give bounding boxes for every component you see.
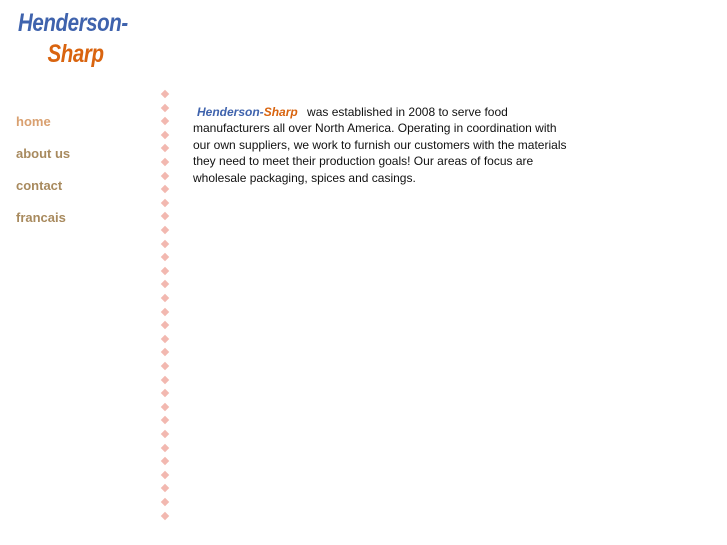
diamond-icon [161, 103, 169, 111]
diamond-icon [161, 171, 169, 179]
diamond-icon [161, 457, 169, 465]
diamond-icon [161, 226, 169, 234]
intro-paragraph [193, 104, 568, 186]
diamond-icon [161, 416, 169, 424]
diamond-icon [161, 253, 169, 261]
diamond-icon [161, 484, 169, 492]
diamond-icon [161, 335, 169, 343]
nav-contact[interactable]: contact [16, 178, 63, 193]
diamond-icon [161, 117, 169, 125]
brand-name-part1: Henderson- [197, 105, 264, 119]
diamond-icon [161, 144, 169, 152]
diamond-icon [161, 443, 169, 451]
diamond-icon [161, 375, 169, 383]
logo-line-2: Sharp [47, 40, 104, 68]
diamond-icon [161, 267, 169, 275]
diamond-icon [161, 362, 169, 370]
diamond-icon [161, 498, 169, 506]
diamond-icon [161, 131, 169, 139]
nav-home[interactable]: home [16, 114, 51, 129]
diamond-icon [161, 280, 169, 288]
diamond-icon [161, 307, 169, 315]
diamond-icon [161, 471, 169, 479]
diamond-icon [161, 389, 169, 397]
intro-text: was established in 2008 to serve food manufacturers all over North America. Operating in coordination with our own suppliers, we work to furnish our customers with the materials they need to meet their production goals! Our areas of focus are wholesale packaging, spices and casings. [193, 105, 567, 185]
diamond-icon [161, 294, 169, 302]
diamond-icon [161, 348, 169, 356]
diamond-icon [161, 430, 169, 438]
diamond-icon [161, 199, 169, 207]
nav-francais[interactable]: francais [16, 210, 66, 225]
nav-about-us[interactable]: about us [16, 146, 71, 161]
diamond-icon [161, 90, 169, 98]
diamond-icon [161, 239, 169, 247]
main-nav [16, 114, 70, 242]
diamond-icon [161, 185, 169, 193]
logo-line-1: Henderson- [18, 9, 128, 37]
diamond-icon [161, 403, 169, 411]
diamond-icon [161, 511, 169, 519]
diamond-icon [161, 158, 169, 166]
diamond-icon [161, 321, 169, 329]
brand-name-part2: Sharp [263, 105, 298, 119]
diamond-divider [161, 91, 171, 523]
diamond-icon [161, 212, 169, 220]
logo[interactable] [18, 8, 128, 70]
